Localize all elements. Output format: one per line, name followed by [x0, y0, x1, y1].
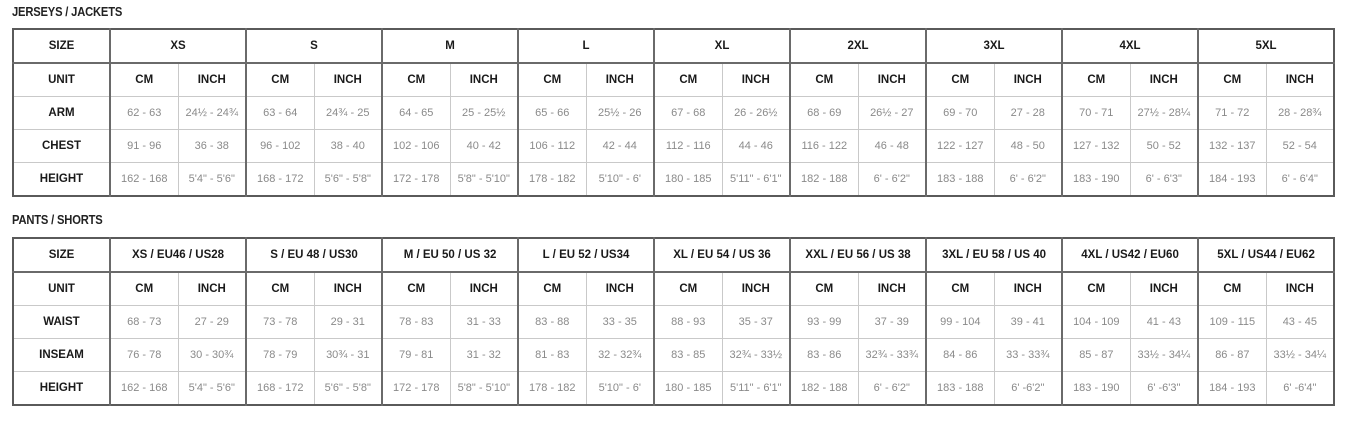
size-header-cell: 5XL / US44 / EU62 — [1198, 238, 1334, 272]
measurement-value: 5'11" - 6'1" — [722, 372, 790, 406]
jerseys-section-title: JERSEYS / JACKETS — [12, 4, 123, 19]
measurement-value: 40 - 42 — [450, 130, 518, 163]
measurement-value: 68 - 69 — [790, 97, 858, 130]
unit-cell: CM — [518, 63, 586, 97]
measurement-label: CHEST — [13, 130, 110, 163]
measurement-value: 109 - 115 — [1198, 306, 1266, 339]
measurement-value: 106 - 112 — [518, 130, 586, 163]
measurement-value: 65 - 66 — [518, 97, 586, 130]
size-header-row — [13, 238, 1334, 272]
size-header-cell: XS / EU46 / US28 — [110, 238, 246, 272]
unit-cell: CM — [1198, 272, 1266, 306]
size-header-cell: M — [382, 29, 518, 63]
measurement-value: 5'6" - 5'8" — [314, 372, 382, 406]
measurement-value: 183 - 190 — [1062, 163, 1130, 197]
measurement-value: 26 - 26½ — [722, 97, 790, 130]
measurement-value: 28 - 28¾ — [1266, 97, 1334, 130]
measurement-value: 168 - 172 — [246, 372, 314, 406]
measurement-value: 32 - 32¾ — [586, 339, 654, 372]
measurement-value: 32¾ - 33½ — [722, 339, 790, 372]
measurement-value: 43 - 45 — [1266, 306, 1334, 339]
measurement-value: 33 - 33¾ — [994, 339, 1062, 372]
measurement-value: 33½ - 34¼ — [1266, 339, 1334, 372]
measurement-value: 30 - 30¾ — [178, 339, 246, 372]
size-header-cell: S — [246, 29, 382, 63]
measurement-value: 102 - 106 — [382, 130, 450, 163]
measurement-value: 178 - 182 — [518, 372, 586, 406]
measurement-value: 5'4" - 5'6" — [178, 163, 246, 197]
size-header-cell: 4XL — [1062, 29, 1198, 63]
measurement-value: 24½ - 24¾ — [178, 97, 246, 130]
unit-cell: CM — [110, 272, 178, 306]
measurement-value: 183 - 190 — [1062, 372, 1130, 406]
measurement-value: 5'8" - 5'10" — [450, 163, 518, 197]
measurement-value: 81 - 83 — [518, 339, 586, 372]
measurement-value: 116 - 122 — [790, 130, 858, 163]
unit-cell: INCH — [722, 272, 790, 306]
size-header-row — [13, 29, 1334, 63]
unit-header-row — [13, 63, 1334, 97]
pants-size-table — [12, 237, 1335, 406]
unit-cell: INCH — [994, 63, 1062, 97]
measurement-value: 162 - 168 — [110, 372, 178, 406]
measurement-value: 6' - 6'2" — [858, 163, 926, 197]
size-header-cell: 3XL / EU 58 / US 40 — [926, 238, 1062, 272]
size-header-cell: 4XL / US42 / EU60 — [1062, 238, 1198, 272]
measurement-value: 26½ - 27 — [858, 97, 926, 130]
measurement-value: 31 - 33 — [450, 306, 518, 339]
measurement-label: HEIGHT — [13, 163, 110, 197]
measurement-row — [13, 130, 1334, 163]
size-header-cell: 5XL — [1198, 29, 1334, 63]
size-header-cell: S / EU 48 / US30 — [246, 238, 382, 272]
unit-cell: CM — [382, 272, 450, 306]
unit-cell: INCH — [1130, 63, 1198, 97]
measurement-value: 32¾ - 33¾ — [858, 339, 926, 372]
measurement-value: 88 - 93 — [654, 306, 722, 339]
measurement-value: 182 - 188 — [790, 372, 858, 406]
measurement-value: 52 - 54 — [1266, 130, 1334, 163]
size-label: SIZE — [13, 29, 110, 63]
unit-header-row — [13, 272, 1334, 306]
unit-cell: CM — [518, 272, 586, 306]
measurement-value: 70 - 71 — [1062, 97, 1130, 130]
measurement-value: 83 - 88 — [518, 306, 586, 339]
measurement-value: 42 - 44 — [586, 130, 654, 163]
measurement-value: 86 - 87 — [1198, 339, 1266, 372]
unit-cell: CM — [246, 63, 314, 97]
measurement-value: 79 - 81 — [382, 339, 450, 372]
unit-cell: CM — [790, 63, 858, 97]
measurement-value: 46 - 48 — [858, 130, 926, 163]
measurement-value: 27½ - 28¼ — [1130, 97, 1198, 130]
measurement-value: 63 - 64 — [246, 97, 314, 130]
measurement-value: 168 - 172 — [246, 163, 314, 197]
measurement-value: 76 - 78 — [110, 339, 178, 372]
measurement-value: 184 - 193 — [1198, 163, 1266, 197]
measurement-value: 73 - 78 — [246, 306, 314, 339]
measurement-label: ARM — [13, 97, 110, 130]
measurement-label: WAIST — [13, 306, 110, 339]
measurement-value: 180 - 185 — [654, 372, 722, 406]
measurement-value: 5'10" - 6' — [586, 372, 654, 406]
measurement-value: 6' - 6'2" — [994, 163, 1062, 197]
measurement-value: 36 - 38 — [178, 130, 246, 163]
measurement-value: 67 - 68 — [654, 97, 722, 130]
unit-cell: INCH — [450, 63, 518, 97]
unit-label: UNIT — [13, 272, 110, 306]
measurement-value: 50 - 52 — [1130, 130, 1198, 163]
measurement-value: 84 - 86 — [926, 339, 994, 372]
measurement-value: 183 - 188 — [926, 372, 994, 406]
measurement-value: 27 - 28 — [994, 97, 1062, 130]
measurement-row — [13, 339, 1334, 372]
size-header-cell: XS — [110, 29, 246, 63]
measurement-value: 37 - 39 — [858, 306, 926, 339]
size-label: SIZE — [13, 238, 110, 272]
measurement-value: 83 - 86 — [790, 339, 858, 372]
unit-cell: CM — [382, 63, 450, 97]
pants-section-title: PANTS / SHORTS — [12, 212, 103, 227]
measurement-value: 180 - 185 — [654, 163, 722, 197]
measurement-value: 41 - 43 — [1130, 306, 1198, 339]
measurement-value: 172 - 178 — [382, 163, 450, 197]
unit-cell: INCH — [314, 63, 382, 97]
unit-cell: CM — [654, 63, 722, 97]
unit-cell: CM — [790, 272, 858, 306]
size-header-cell: XXL / EU 56 / US 38 — [790, 238, 926, 272]
measurement-value: 6' - 6'2" — [858, 372, 926, 406]
measurement-row — [13, 372, 1334, 406]
measurement-value: 69 - 70 — [926, 97, 994, 130]
measurement-value: 96 - 102 — [246, 130, 314, 163]
measurement-value: 62 - 63 — [110, 97, 178, 130]
measurement-value: 30¾ - 31 — [314, 339, 382, 372]
measurement-value: 93 - 99 — [790, 306, 858, 339]
jerseys-size-table — [12, 28, 1335, 197]
measurement-value: 78 - 79 — [246, 339, 314, 372]
measurement-value: 6' - 6'4" — [1266, 163, 1334, 197]
measurement-value: 24¾ - 25 — [314, 97, 382, 130]
measurement-row — [13, 306, 1334, 339]
unit-cell: INCH — [994, 272, 1062, 306]
measurement-value: 25½ - 26 — [586, 97, 654, 130]
measurement-value: 5'6" - 5'8" — [314, 163, 382, 197]
measurement-value: 104 - 109 — [1062, 306, 1130, 339]
unit-cell: CM — [1062, 63, 1130, 97]
measurement-value: 99 - 104 — [926, 306, 994, 339]
size-header-cell: XL / EU 54 / US 36 — [654, 238, 790, 272]
unit-cell: INCH — [450, 272, 518, 306]
unit-cell: CM — [1062, 272, 1130, 306]
measurement-value: 112 - 116 — [654, 130, 722, 163]
measurement-value: 5'10" - 6' — [586, 163, 654, 197]
unit-cell: CM — [110, 63, 178, 97]
measurement-value: 48 - 50 — [994, 130, 1062, 163]
unit-cell: INCH — [314, 272, 382, 306]
unit-cell: INCH — [722, 63, 790, 97]
measurement-value: 85 - 87 — [1062, 339, 1130, 372]
measurement-value: 78 - 83 — [382, 306, 450, 339]
measurement-value: 127 - 132 — [1062, 130, 1130, 163]
measurement-value: 5'4" - 5'6" — [178, 372, 246, 406]
measurement-value: 44 - 46 — [722, 130, 790, 163]
unit-cell: INCH — [178, 272, 246, 306]
measurement-label: HEIGHT — [13, 372, 110, 406]
size-header-cell: 3XL — [926, 29, 1062, 63]
measurement-value: 35 - 37 — [722, 306, 790, 339]
measurement-label: INSEAM — [13, 339, 110, 372]
unit-cell: CM — [654, 272, 722, 306]
measurement-value: 172 - 178 — [382, 372, 450, 406]
size-header-cell: L — [518, 29, 654, 63]
unit-cell: INCH — [1266, 272, 1334, 306]
measurement-row — [13, 97, 1334, 130]
unit-cell: INCH — [1266, 63, 1334, 97]
measurement-value: 184 - 193 — [1198, 372, 1266, 406]
size-header-cell: M / EU 50 / US 32 — [382, 238, 518, 272]
measurement-value: 33 - 35 — [586, 306, 654, 339]
size-header-cell: 2XL — [790, 29, 926, 63]
measurement-value: 25 - 25½ — [450, 97, 518, 130]
unit-cell: INCH — [1130, 272, 1198, 306]
unit-cell: CM — [246, 272, 314, 306]
measurement-value: 122 - 127 — [926, 130, 994, 163]
unit-cell: INCH — [858, 272, 926, 306]
size-header-cell: XL — [654, 29, 790, 63]
measurement-value: 27 - 29 — [178, 306, 246, 339]
measurement-value: 6' -6'2" — [994, 372, 1062, 406]
measurement-value: 5'11" - 6'1" — [722, 163, 790, 197]
measurement-value: 38 - 40 — [314, 130, 382, 163]
measurement-value: 71 - 72 — [1198, 97, 1266, 130]
unit-cell: CM — [926, 272, 994, 306]
measurement-value: 6' -6'4" — [1266, 372, 1334, 406]
measurement-value: 183 - 188 — [926, 163, 994, 197]
measurement-row — [13, 163, 1334, 197]
measurement-value: 178 - 182 — [518, 163, 586, 197]
measurement-value: 39 - 41 — [994, 306, 1062, 339]
measurement-value: 91 - 96 — [110, 130, 178, 163]
unit-cell: INCH — [586, 63, 654, 97]
measurement-value: 29 - 31 — [314, 306, 382, 339]
unit-cell: CM — [1198, 63, 1266, 97]
size-header-cell: L / EU 52 / US34 — [518, 238, 654, 272]
unit-cell: CM — [926, 63, 994, 97]
measurement-value: 5'8" - 5'10" — [450, 372, 518, 406]
measurement-value: 33½ - 34¼ — [1130, 339, 1198, 372]
measurement-value: 6' - 6'3" — [1130, 163, 1198, 197]
unit-cell: INCH — [858, 63, 926, 97]
measurement-value: 6' -6'3" — [1130, 372, 1198, 406]
measurement-value: 83 - 85 — [654, 339, 722, 372]
unit-label: UNIT — [13, 63, 110, 97]
unit-cell: INCH — [178, 63, 246, 97]
measurement-value: 162 - 168 — [110, 163, 178, 197]
measurement-value: 64 - 65 — [382, 97, 450, 130]
measurement-value: 31 - 32 — [450, 339, 518, 372]
unit-cell: INCH — [586, 272, 654, 306]
measurement-value: 182 - 188 — [790, 163, 858, 197]
measurement-value: 68 - 73 — [110, 306, 178, 339]
measurement-value: 132 - 137 — [1198, 130, 1266, 163]
